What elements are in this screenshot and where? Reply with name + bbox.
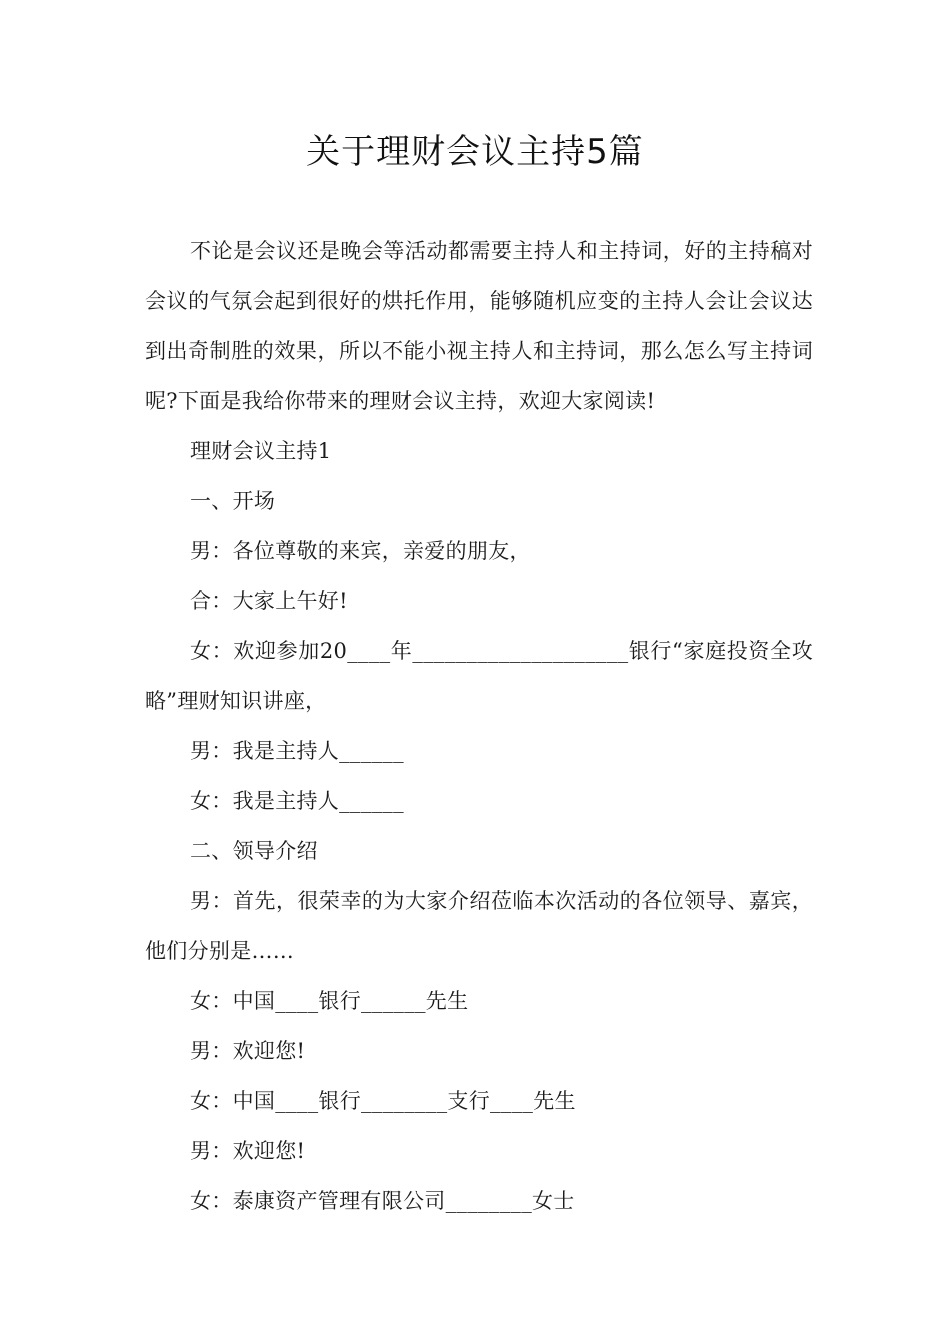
dialogue-line: 女：中国____银行________支行____先生 (190, 1089, 576, 1113)
document-title: 关于理财会议主持5篇 (306, 132, 644, 172)
dialogue-line: 男：各位尊敬的来宾，亲爱的朋友， (190, 539, 531, 563)
dialogue-line: 女：我是主持人______ (190, 789, 404, 813)
dialogue-line: 女：泰康资产管理有限公司________女士 (190, 1189, 575, 1213)
document-body (145, 226, 813, 1226)
dialogue-line: 女：中国____银行______先生 (190, 989, 469, 1013)
subsection-heading: 二、领导介绍 (190, 839, 318, 863)
dialogue-line: 合：大家上午好! (190, 589, 348, 613)
dialogue-line: 男：首先，很荣幸的为大家介绍莅临本次活动的各位领导、嘉宾，他们分别是…… (145, 889, 813, 963)
dialogue-line: 女：欢迎参加20____年____________________银行“家庭投资全攻略”理财知识讲座， (145, 639, 813, 713)
subsection-heading: 一、开场 (190, 489, 276, 513)
dialogue-line: 男：我是主持人______ (190, 739, 404, 763)
intro-paragraph: 不论是会议还是晚会等活动都需要主持人和主持词，好的主持稿对会议的气氛会起到很好的烘托作用，能够随机应变的主持人会让会议达到出奇制胜的效果，所以不能小视主持人和主持词，那么怎么写主持词呢?下面是我给你带来的理财会议主持，欢迎大家阅读! (145, 239, 813, 413)
section-heading: 理财会议主持1 (190, 439, 332, 463)
dialogue-line: 男：欢迎您! (190, 1139, 306, 1163)
dialogue-line: 男：欢迎您! (190, 1039, 306, 1063)
